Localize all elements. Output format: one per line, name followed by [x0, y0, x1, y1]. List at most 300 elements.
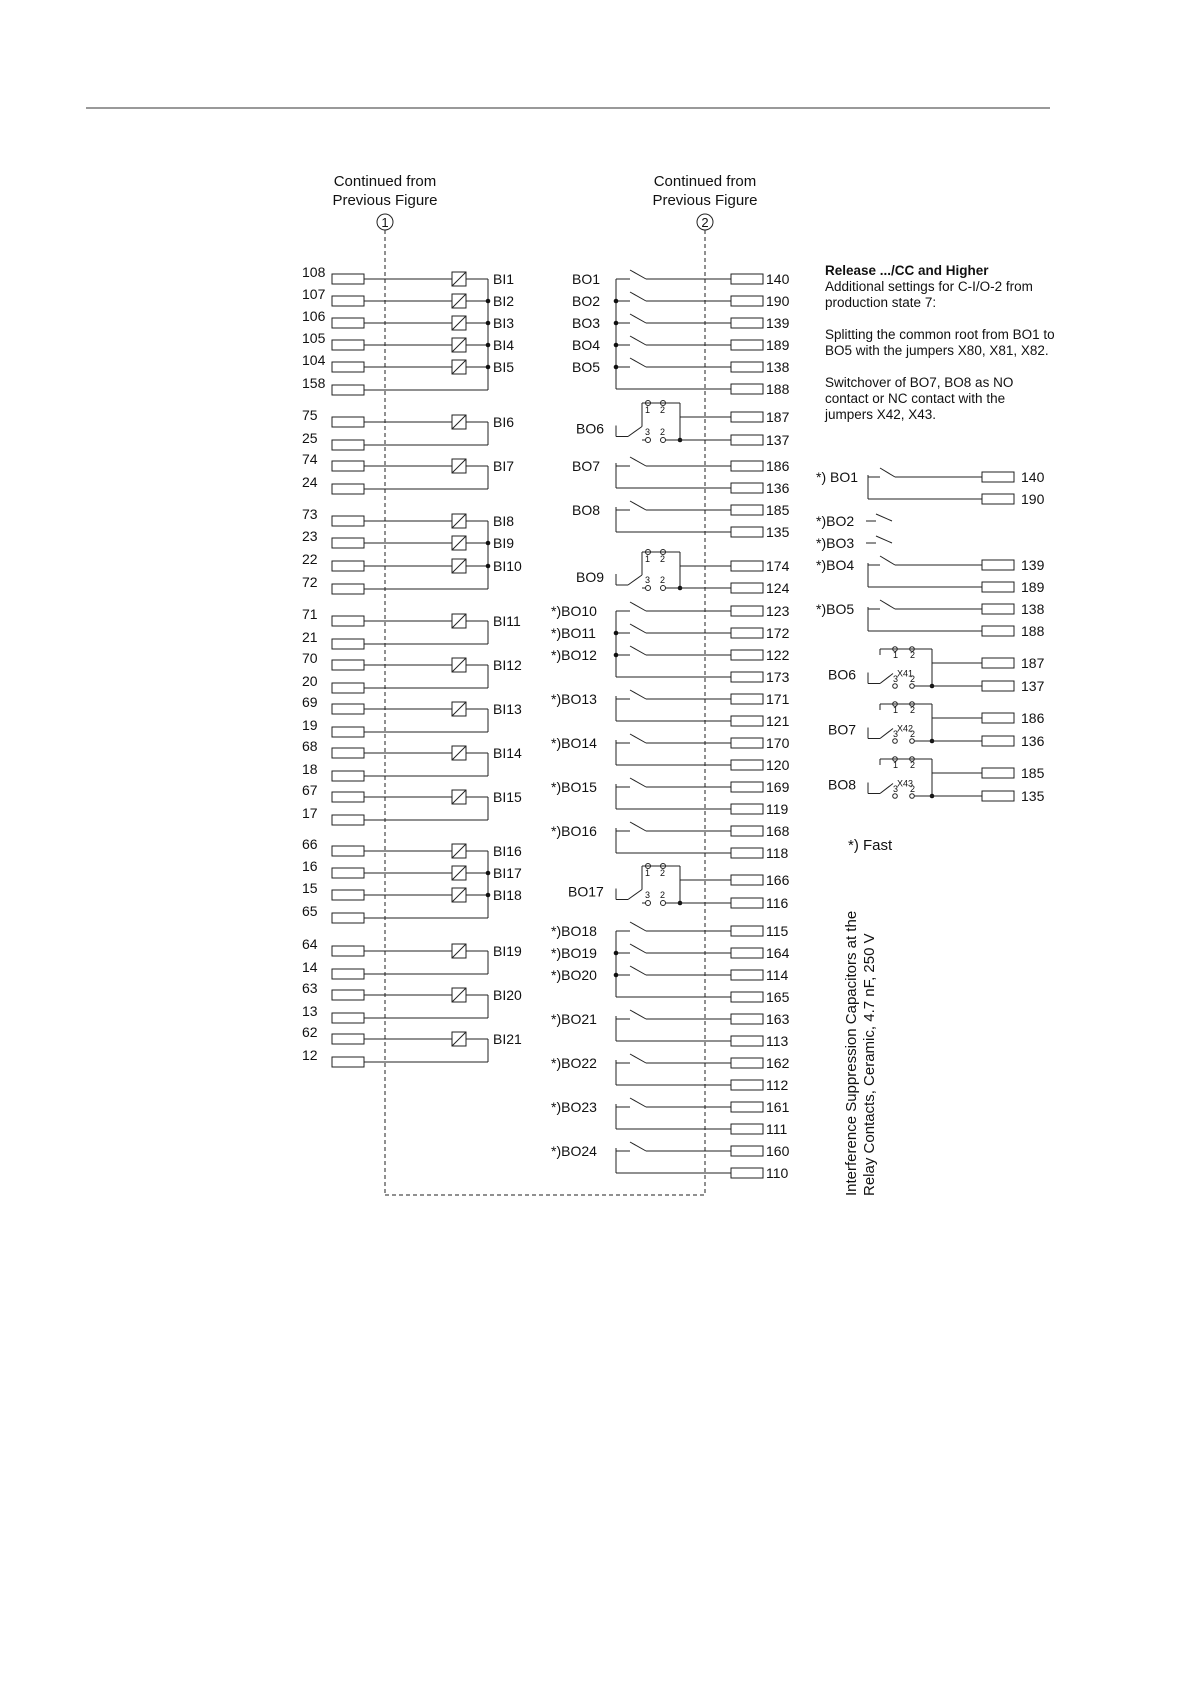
contact-blade	[630, 944, 646, 953]
capacitor-note-line1: Interference Suppression Capacitors at the	[843, 910, 860, 1196]
release-note-line1: Additional settings for C-I/O-2 from production state 7:	[825, 279, 1033, 310]
optocoupler-diagonal	[452, 272, 466, 286]
terminal-block	[332, 913, 364, 923]
bo-terminal-number: 121	[766, 713, 790, 729]
terminal-block	[332, 584, 364, 594]
jumper-pin	[910, 684, 915, 689]
terminal-block	[731, 583, 763, 593]
bi-terminal-number: 105	[302, 330, 326, 346]
contact-blade	[630, 734, 646, 743]
bo-terminal-number: 190	[766, 293, 790, 309]
terminal-block	[731, 738, 763, 748]
terminal-block	[731, 1124, 763, 1134]
bo-label: *)BO24	[551, 1143, 597, 1159]
terminal-block	[731, 296, 763, 306]
terminal-block	[731, 826, 763, 836]
contact-blade	[630, 457, 646, 466]
jumper-pin-number: 3	[645, 427, 651, 437]
bo-label: BO7	[572, 458, 601, 474]
terminal-block	[332, 417, 364, 427]
bi-terminal-number: 64	[302, 936, 318, 952]
right-terminal-number: 137	[1021, 678, 1045, 694]
bi-terminal-number: 16	[302, 858, 318, 874]
contact-blade	[630, 1054, 646, 1063]
bo-label: *)BO10	[551, 603, 597, 619]
bo-terminal-number: 189	[766, 337, 790, 353]
terminal-block	[731, 274, 763, 284]
terminal-block	[332, 846, 364, 856]
bi-label: BI18	[493, 887, 522, 903]
release-note-line3: Switchover of BO7, BO8 as NO contact or NC contact with the jumpers X42, X43.	[825, 375, 1014, 422]
junction-dot	[486, 871, 491, 876]
optocoupler-diagonal	[452, 614, 466, 628]
terminal-block	[731, 672, 763, 682]
terminal-block	[332, 461, 364, 471]
bo-terminal-number: 188	[766, 381, 790, 397]
terminal-block	[982, 494, 1014, 504]
contact-blade	[630, 690, 646, 699]
terminal-block	[982, 791, 1014, 801]
bo-label: BO2	[572, 293, 601, 309]
jumper-pin-number: 2	[660, 575, 666, 585]
junction-dot	[486, 299, 491, 304]
bo-terminal-number: 164	[766, 945, 790, 961]
terminal-block	[731, 1080, 763, 1090]
bo-terminal-number: 113	[766, 1033, 789, 1049]
terminal-block	[982, 604, 1014, 614]
right-bo-label: *)BO3	[816, 535, 855, 551]
bo-label: *)BO15	[551, 779, 597, 795]
bi-label: BI11	[493, 613, 521, 629]
optocoupler-diagonal	[452, 888, 466, 902]
terminal-block	[332, 616, 364, 626]
jumper-pin-number: 2	[910, 650, 916, 660]
terminal-block	[731, 505, 763, 515]
bi-terminal-number: 65	[302, 903, 318, 919]
bo-label: *)BO12	[551, 647, 597, 663]
bo-terminal-number: 165	[766, 989, 790, 1005]
capacitor-note-line2: Relay Contacts, Ceramic, 4.7 nF, 250 V	[861, 933, 878, 1196]
junction-dot	[486, 365, 491, 370]
jumper-pin-number: 2	[660, 427, 666, 437]
bi-terminal-number: 62	[302, 1024, 318, 1040]
terminal-block	[332, 748, 364, 758]
bi-label: BI21	[493, 1031, 522, 1047]
terminal-block	[731, 992, 763, 1002]
bi-terminal-number: 67	[302, 782, 318, 798]
bi-terminal-number: 106	[302, 308, 326, 324]
right-terminal-number: 186	[1021, 710, 1045, 726]
terminal-block	[731, 1014, 763, 1024]
jumper-pin-number: 2	[910, 760, 916, 770]
bo-terminal-number: 139	[766, 315, 790, 331]
terminal-block	[731, 875, 763, 885]
terminal-block	[332, 868, 364, 878]
terminal-block	[332, 340, 364, 350]
contact-blade	[630, 646, 646, 655]
contact-blade	[630, 1010, 646, 1019]
right-terminal-number: 139	[1021, 557, 1045, 573]
contact-blade	[880, 600, 895, 609]
terminal-block	[731, 694, 763, 704]
jumper-pin-number: 3	[645, 890, 651, 900]
bi-label: BI19	[493, 943, 522, 959]
optocoupler-diagonal	[452, 658, 466, 672]
bo-label: *)BO11	[551, 625, 596, 641]
bi-terminal-number: 13	[302, 1003, 318, 1019]
jumper-pin	[661, 438, 666, 443]
terminal-block	[731, 412, 763, 422]
bi-label: BI4	[493, 337, 515, 353]
contact-blade	[630, 314, 646, 323]
bi-terminal-number: 18	[302, 761, 318, 777]
contact-blade	[630, 602, 646, 611]
right-bo-label: BO8	[828, 776, 857, 793]
junction-dot	[486, 893, 491, 898]
bi-terminal-number: 22	[302, 551, 318, 567]
bo-label: *)BO22	[551, 1055, 597, 1071]
terminal-block	[731, 435, 763, 445]
bo-terminal-number: 135	[766, 524, 790, 540]
header-left-line2: Previous Figure	[332, 192, 438, 209]
bi-label: BI12	[493, 657, 522, 673]
contact-blade	[630, 292, 646, 301]
bi-terminal-number: 63	[302, 980, 318, 996]
bi-label: BI6	[493, 414, 515, 430]
bi-label: BI9	[493, 535, 515, 551]
contact-blade	[628, 427, 642, 437]
right-bo-label: *)BO2	[816, 513, 855, 529]
jumper-pin-number: 1	[893, 650, 899, 660]
junction-dot	[486, 321, 491, 326]
jumper-pin-number: 3	[893, 784, 899, 794]
contact-blade	[630, 778, 646, 787]
bo-terminal-number: 168	[766, 823, 790, 839]
optocoupler-diagonal	[452, 360, 466, 374]
bi-label: BI15	[493, 789, 522, 805]
header-right-line2: Previous Figure	[652, 192, 758, 209]
bi-terminal-number: 66	[302, 836, 318, 852]
optocoupler-diagonal	[452, 316, 466, 330]
right-bo-label: *) BO1	[816, 469, 859, 485]
bo-terminal-number: 111	[766, 1121, 788, 1137]
bo-terminal-number: 166	[766, 872, 790, 888]
bo-terminal-number: 120	[766, 757, 790, 773]
bo-label: *)BO14	[551, 735, 597, 751]
bo-label: BO4	[572, 337, 601, 353]
optocoupler-diagonal	[452, 790, 466, 804]
junction-dot	[614, 951, 619, 956]
terminal-block	[982, 626, 1014, 636]
optocoupler-diagonal	[452, 702, 466, 716]
bi-terminal-number: 25	[302, 430, 318, 446]
release-settings-outputs	[816, 468, 1045, 804]
terminal-block	[332, 362, 364, 372]
jumper-pin-number: 2	[910, 784, 916, 794]
bo-terminal-number: 118	[766, 845, 789, 861]
jumper-pin	[646, 901, 651, 906]
terminal-block	[982, 582, 1014, 592]
jumper-pin	[646, 586, 651, 591]
right-terminal-number: 185	[1021, 765, 1045, 781]
optocoupler-diagonal	[452, 1032, 466, 1046]
junction-dot	[614, 653, 619, 658]
right-terminal-number: 140	[1021, 469, 1045, 485]
bo-label: BO17	[568, 883, 604, 900]
bi-label: BI7	[493, 458, 515, 474]
contact-blade	[880, 556, 895, 565]
bo-label: *)BO19	[551, 945, 597, 961]
bi-terminal-number: 107	[302, 286, 326, 302]
bo-terminal-number: 187	[766, 409, 790, 425]
contact-blade	[630, 1098, 646, 1107]
jumper-pin-number: 1	[645, 405, 651, 415]
bo-label: *)BO18	[551, 923, 597, 939]
terminal-block	[982, 736, 1014, 746]
bi-terminal-number: 72	[302, 574, 318, 590]
bo-terminal-number: 138	[766, 359, 790, 375]
jumper-pin	[893, 684, 898, 689]
jumper-name: X43	[897, 778, 914, 789]
jumper-pin	[661, 901, 666, 906]
bi-terminal-number: 158	[302, 375, 326, 391]
junction-dot	[486, 541, 491, 546]
bo-terminal-number: 160	[766, 1143, 790, 1159]
terminal-block	[332, 274, 364, 284]
contact-blade	[628, 890, 642, 900]
bo-terminal-number: 174	[766, 558, 790, 574]
optocoupler-diagonal	[452, 844, 466, 858]
bo-label: *)BO16	[551, 823, 597, 839]
header-group	[332, 173, 757, 1195]
bi-terminal-number: 14	[302, 959, 318, 975]
bo-terminal-number: 173	[766, 669, 790, 685]
bo-label: BO6	[576, 420, 605, 437]
terminal-block	[982, 681, 1014, 691]
right-terminal-number: 189	[1021, 579, 1045, 595]
terminal-block	[332, 990, 364, 1000]
jumper-pin-number: 2	[660, 554, 666, 564]
terminal-block	[731, 848, 763, 858]
jumper-pin	[910, 739, 915, 744]
terminal-block	[731, 898, 763, 908]
terminal-block	[332, 385, 364, 395]
jumper-pin	[646, 438, 651, 443]
jumper-pin-number: 1	[645, 554, 651, 564]
bo-terminal-number: 122	[766, 647, 790, 663]
terminal-block	[332, 969, 364, 979]
terminal-block	[731, 483, 763, 493]
bi-terminal-number: 20	[302, 673, 318, 689]
bi-terminal-number: 108	[302, 264, 326, 280]
terminal-block	[332, 727, 364, 737]
optocoupler-diagonal	[452, 559, 466, 573]
terminal-block	[731, 716, 763, 726]
contact-blade	[630, 624, 646, 633]
bi-terminal-number: 15	[302, 880, 318, 896]
contact-blade	[880, 729, 893, 739]
terminal-block	[332, 792, 364, 802]
optocoupler-diagonal	[452, 415, 466, 429]
bi-label: BI14	[493, 745, 522, 761]
release-note	[825, 263, 1055, 423]
terminal-block	[332, 318, 364, 328]
terminal-block	[731, 362, 763, 372]
terminal-block	[731, 760, 763, 770]
terminal-block	[982, 658, 1014, 668]
terminal-block	[332, 1034, 364, 1044]
terminal-block	[731, 1058, 763, 1068]
jumper-pin-number: 2	[910, 674, 916, 684]
terminal-block	[731, 650, 763, 660]
terminal-block	[731, 782, 763, 792]
bo-terminal-number: 114	[766, 967, 789, 983]
contact-blade	[630, 501, 646, 510]
junction-dot	[486, 343, 491, 348]
bi-terminal-number: 73	[302, 506, 318, 522]
bo-label: BO8	[572, 502, 601, 518]
optocoupler-diagonal	[452, 338, 466, 352]
terminal-block	[332, 296, 364, 306]
jumper-pin-number: 1	[645, 868, 651, 878]
bi-terminal-number: 69	[302, 694, 318, 710]
fast-note: *) Fast	[848, 837, 893, 854]
bo-label: *)BO23	[551, 1099, 597, 1115]
jumper-pin	[893, 739, 898, 744]
terminal-block	[731, 970, 763, 980]
bo-terminal-number: 169	[766, 779, 790, 795]
terminal-block	[731, 318, 763, 328]
right-terminal-number: 188	[1021, 623, 1045, 639]
optocoupler-diagonal	[452, 746, 466, 760]
jumper-pin	[893, 794, 898, 799]
terminal-block	[332, 484, 364, 494]
junction-dot	[486, 564, 491, 569]
terminal-block	[332, 538, 364, 548]
right-terminal-number: 138	[1021, 601, 1045, 617]
terminal-block	[332, 660, 364, 670]
jumper-pin-number: 3	[893, 729, 899, 739]
jumper-pin-number: 2	[660, 405, 666, 415]
terminal-block	[731, 461, 763, 471]
bi-terminal-number: 23	[302, 528, 318, 544]
bi-label: BI20	[493, 987, 522, 1003]
binary-inputs	[302, 264, 522, 1067]
release-note-line2: Splitting the common root from BO1 to BO5 with the jumpers X80, X81, X82.	[825, 327, 1055, 358]
right-terminal-number: 190	[1021, 491, 1045, 507]
bi-terminal-number: 74	[302, 451, 318, 467]
terminal-block	[731, 804, 763, 814]
bi-terminal-number: 75	[302, 407, 318, 423]
header-right-line1: Continued from	[653, 173, 757, 190]
terminal-block	[731, 384, 763, 394]
contact-blade	[876, 514, 892, 521]
contact-blade	[630, 270, 646, 279]
contact-blade	[880, 784, 893, 794]
contact-blade	[630, 966, 646, 975]
bo-label: BO5	[572, 359, 601, 375]
bi-terminal-number: 21	[302, 629, 318, 645]
contact-blade	[630, 336, 646, 345]
contact-blade	[880, 468, 895, 477]
bi-label: BI17	[493, 865, 522, 881]
contact-blade	[630, 358, 646, 367]
terminal-block	[731, 1146, 763, 1156]
right-bo-label: BO6	[828, 666, 857, 683]
bo-terminal-number: 170	[766, 735, 790, 751]
terminal-block	[731, 948, 763, 958]
terminal-block	[731, 1102, 763, 1112]
optocoupler-diagonal	[452, 866, 466, 880]
bo-terminal-number: 163	[766, 1011, 790, 1027]
terminal-block	[731, 628, 763, 638]
bi-terminal-number: 12	[302, 1047, 318, 1063]
terminal-block	[982, 560, 1014, 570]
terminal-block	[731, 1036, 763, 1046]
header-left-line1: Continued from	[333, 173, 437, 190]
bo-terminal-number: 136	[766, 480, 790, 496]
contact-blade	[876, 536, 892, 543]
jumper-pin-number: 2	[660, 868, 666, 878]
terminal-block	[332, 1013, 364, 1023]
jumper-pin-number: 2	[910, 729, 916, 739]
bo-terminal-number: 123	[766, 603, 790, 619]
optocoupler-diagonal	[452, 294, 466, 308]
bo-label: *)BO21	[551, 1011, 597, 1027]
terminal-block	[982, 472, 1014, 482]
terminal-block	[731, 561, 763, 571]
binary-outputs	[551, 270, 790, 1181]
contact-blade	[880, 674, 893, 684]
release-note-title: Release .../CC and Higher	[825, 263, 989, 278]
bo-label: BO3	[572, 315, 601, 331]
terminal-block	[982, 768, 1014, 778]
marker-left-number: 1	[381, 215, 389, 230]
junction-dot	[614, 321, 619, 326]
bo-terminal-number: 161	[766, 1099, 790, 1115]
bo-terminal-number: 112	[766, 1077, 789, 1093]
bo-terminal-number: 124	[766, 580, 790, 596]
optocoupler-diagonal	[452, 459, 466, 473]
bo-label: BO1	[572, 271, 601, 287]
terminal-block	[982, 713, 1014, 723]
contact-blade	[628, 575, 642, 585]
bo-terminal-number: 171	[766, 691, 790, 707]
jumper-pin-number: 2	[910, 705, 916, 715]
bi-label: BI10	[493, 558, 522, 574]
contact-blade	[630, 1142, 646, 1151]
terminal-block	[332, 815, 364, 825]
jumper-name: X42	[897, 723, 914, 734]
terminal-block	[332, 946, 364, 956]
bi-terminal-number: 68	[302, 738, 318, 754]
bi-terminal-number: 104	[302, 352, 326, 368]
terminal-block	[332, 1057, 364, 1067]
right-terminal-number: 187	[1021, 655, 1045, 671]
terminal-block	[332, 771, 364, 781]
bo-label: *)BO13	[551, 691, 597, 707]
jumper-name: X41	[897, 668, 914, 679]
bo-terminal-number: 110	[766, 1165, 789, 1181]
optocoupler-diagonal	[452, 536, 466, 550]
terminal-block	[731, 527, 763, 537]
optocoupler-diagonal	[452, 988, 466, 1002]
bi-label: BI3	[493, 315, 515, 331]
right-terminal-number: 135	[1021, 788, 1045, 804]
bo-label: BO9	[576, 569, 605, 585]
terminal-block	[332, 639, 364, 649]
junction-dot	[614, 973, 619, 978]
